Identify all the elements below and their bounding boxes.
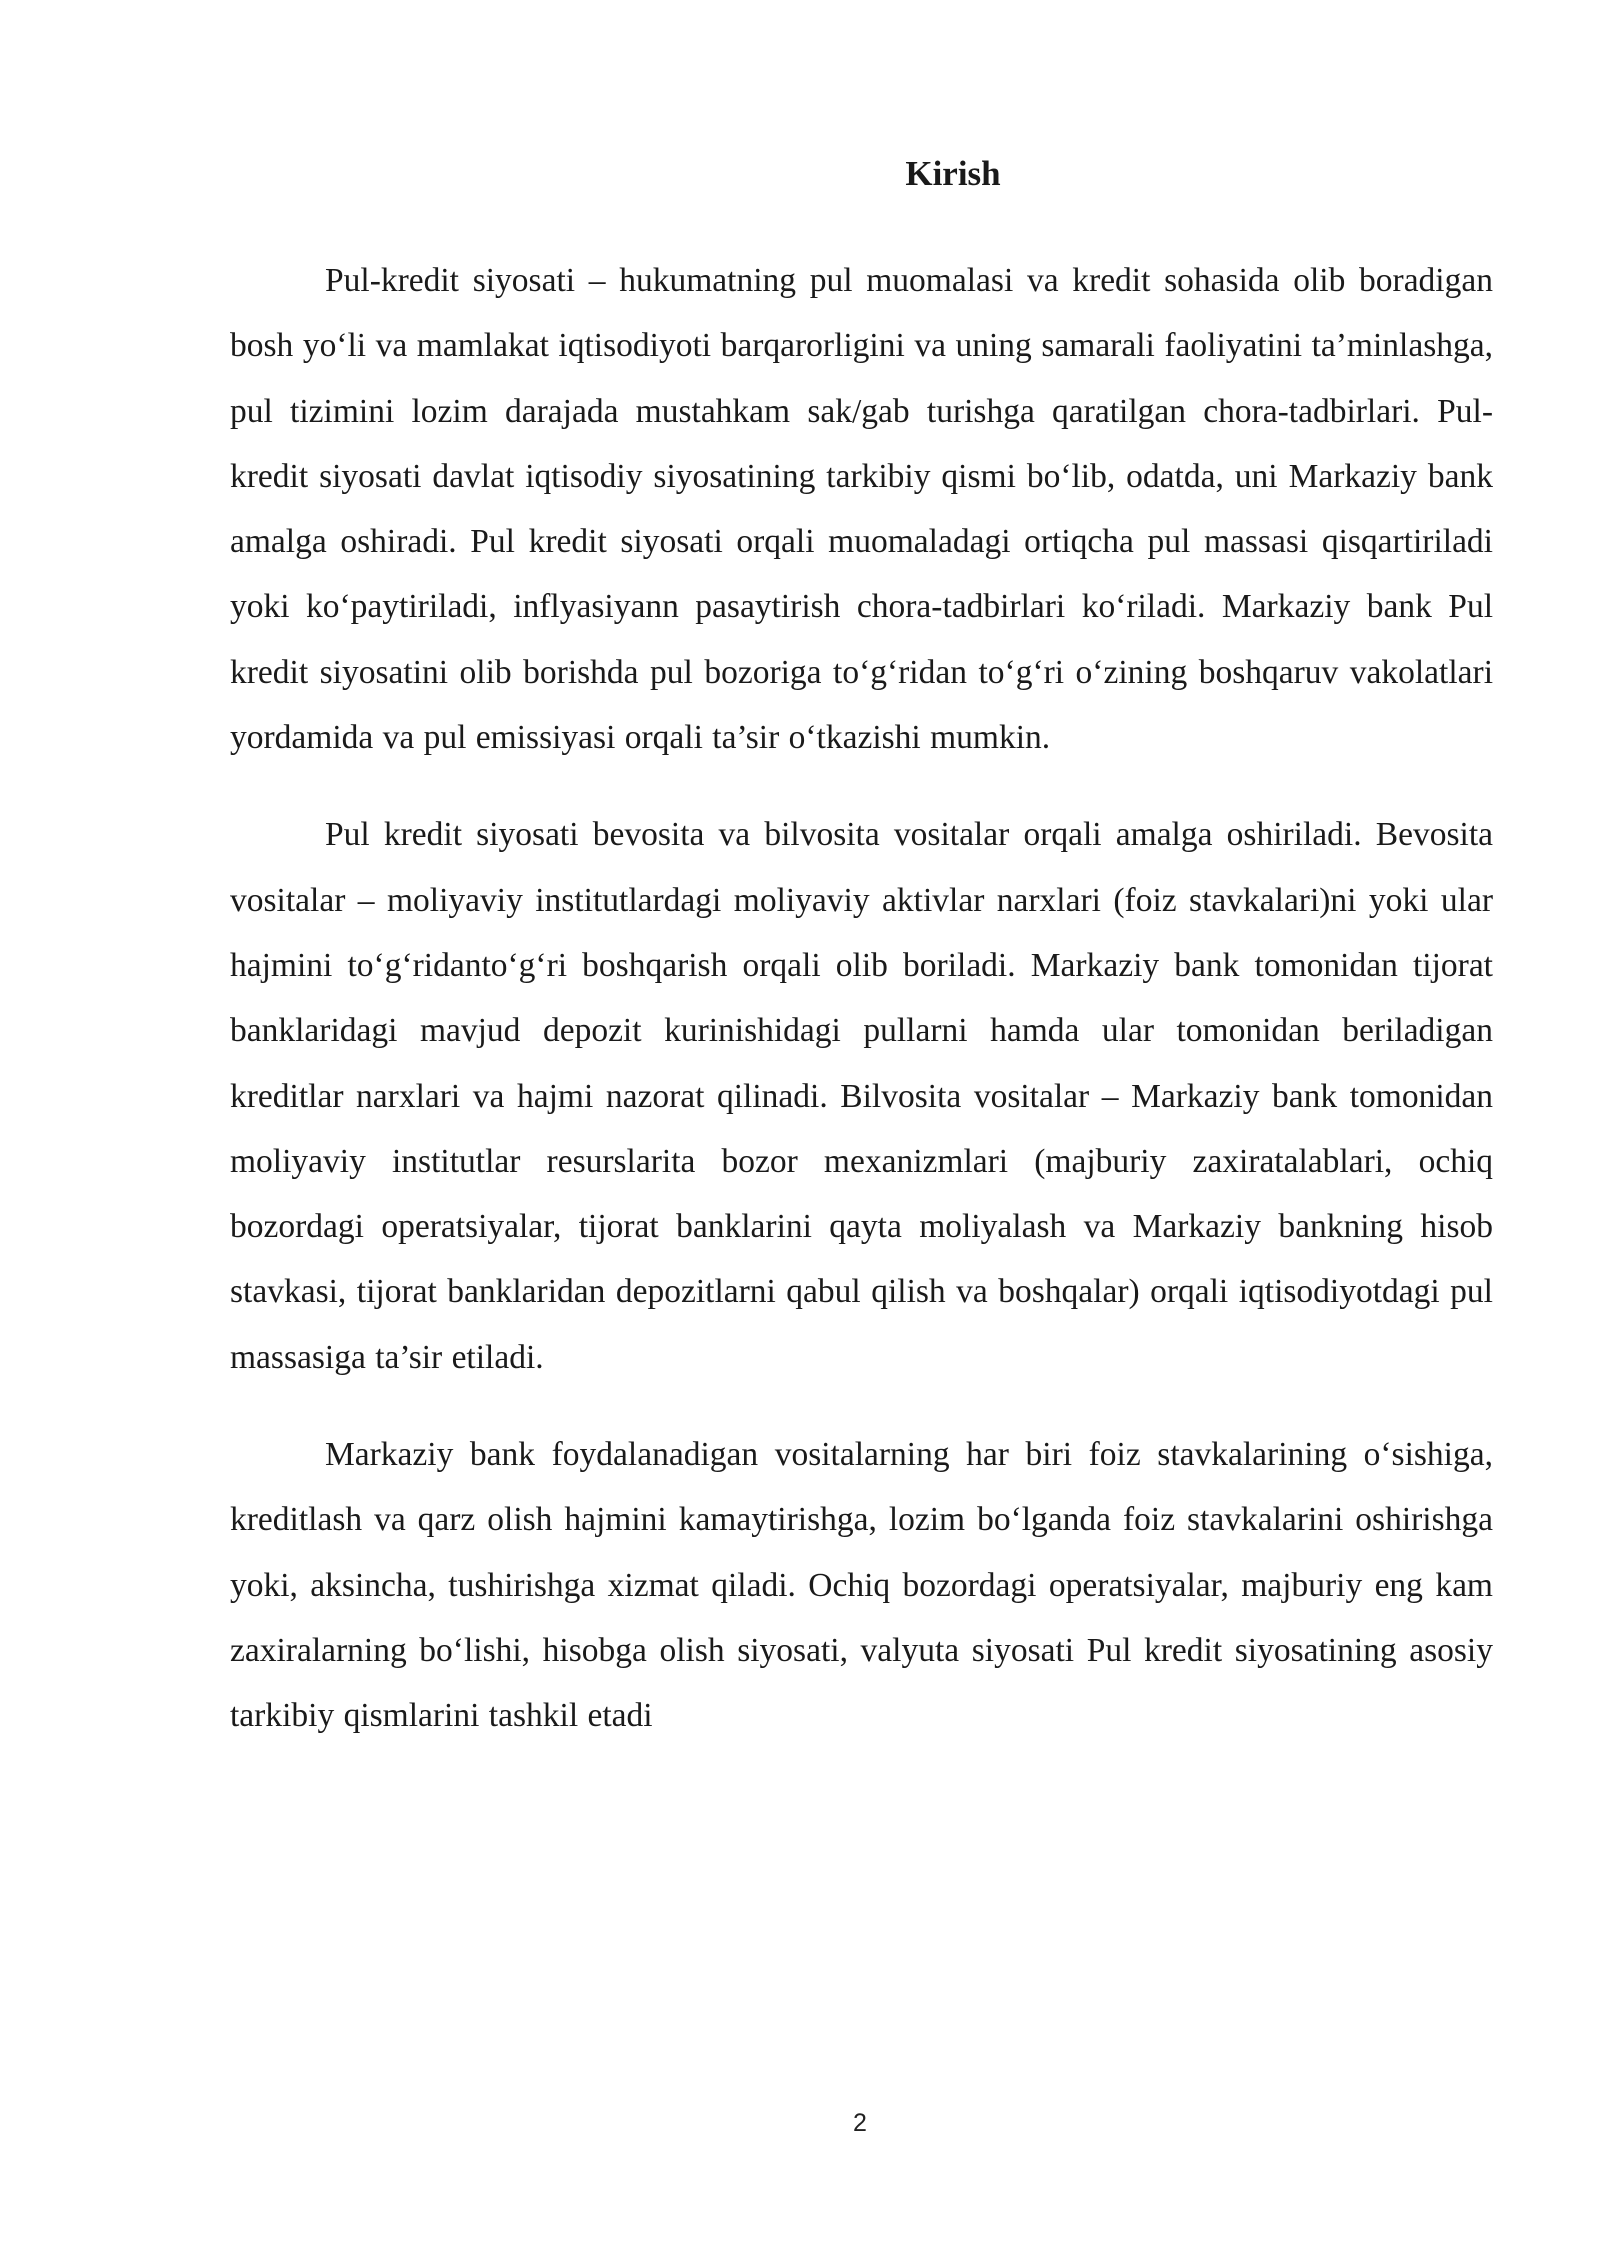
page-title: Kirish [905, 154, 1001, 193]
paragraph-2: Pul kredit siyosati bevosita va bilvosita vositalar orqali amalga oshiriladi. Bevosita vositalar – moliyaviy institutlardagi moliyaviy aktivlar narxlari (foiz stavkalari)ni yoki ular hajmini to‘g‘ridanto‘g‘ri boshqarish orqali olib boriladi. Markaziy bank tomonidan tijorat banklaridagi mavjud depozit kurinishidagi pullarni hamda ular tomonidan beriladigan kreditlar narxlari va hajmi nazorat qilinadi. Bilvosita vositalar – Markaziy bank tomonidan moliyaviy institutlar resurslarita bozor mexanizmlari (majburiy zaxiratalablari, ochiq bozordagi operatsiyalar, tijorat banklarini qayta moliyalash va Markaziy bankning hisob stavkasi, tijorat banklaridan depozitlarni qabul qilish va boshqalar) orqali iqtisodiyotdagi pul massasiga ta’sir etiladi. [230, 816, 1493, 1376]
body-text [230, 248, 1493, 1781]
page-number: 2 [853, 2109, 867, 2137]
paragraph-3: Markaziy bank foydalanadigan vositalarning har biri foiz stavkalarining o‘sishiga, kreditlash va qarz olish hajmini kamaytirishga, lozim bo‘lganda foiz stavkalarini oshirishga yoki, aksincha, tushirishga xizmat qiladi. Ochiq bozordagi operatsiyalar, majburiy eng kam zaxiralarning bo‘lishi, hisobga olish siyosati, valyuta siyosati Pul kredit siyosatining asosiy tarkibiy qismlarini tashkil etadi [230, 1436, 1493, 1735]
paragraph-1: Pul-kredit siyosati – hukumatning pul muomalasi va kredit sohasida olib boradigan bosh yo‘li va mamlakat iqtisodiyoti barqarorligini va uning samarali faoliyatini ta’minlashga, pul tizimini lozim darajada mustahkam sak/gab turishga qaratilgan chora-tadbirlari. Pul-kredit siyosati davlat iqtisodiy siyosatining tarkibiy qismi bo‘lib, odatda, uni Markaziy bank amalga oshiradi. Pul kredit siyosati orqali muomaladagi ortiqcha pul massasi qisqartiriladi yoki ko‘paytiriladi, inflyasiyann pasaytirish chora-tadbirlari ko‘riladi. Markaziy bank Pul kredit siyosatini olib borishda pul bozoriga to‘g‘ridan to‘g‘ri o‘zining boshqaruv vakolatlari yordamida va pul emissiyasi orqali ta’sir o‘tkazishi mumkin. [230, 262, 1493, 757]
